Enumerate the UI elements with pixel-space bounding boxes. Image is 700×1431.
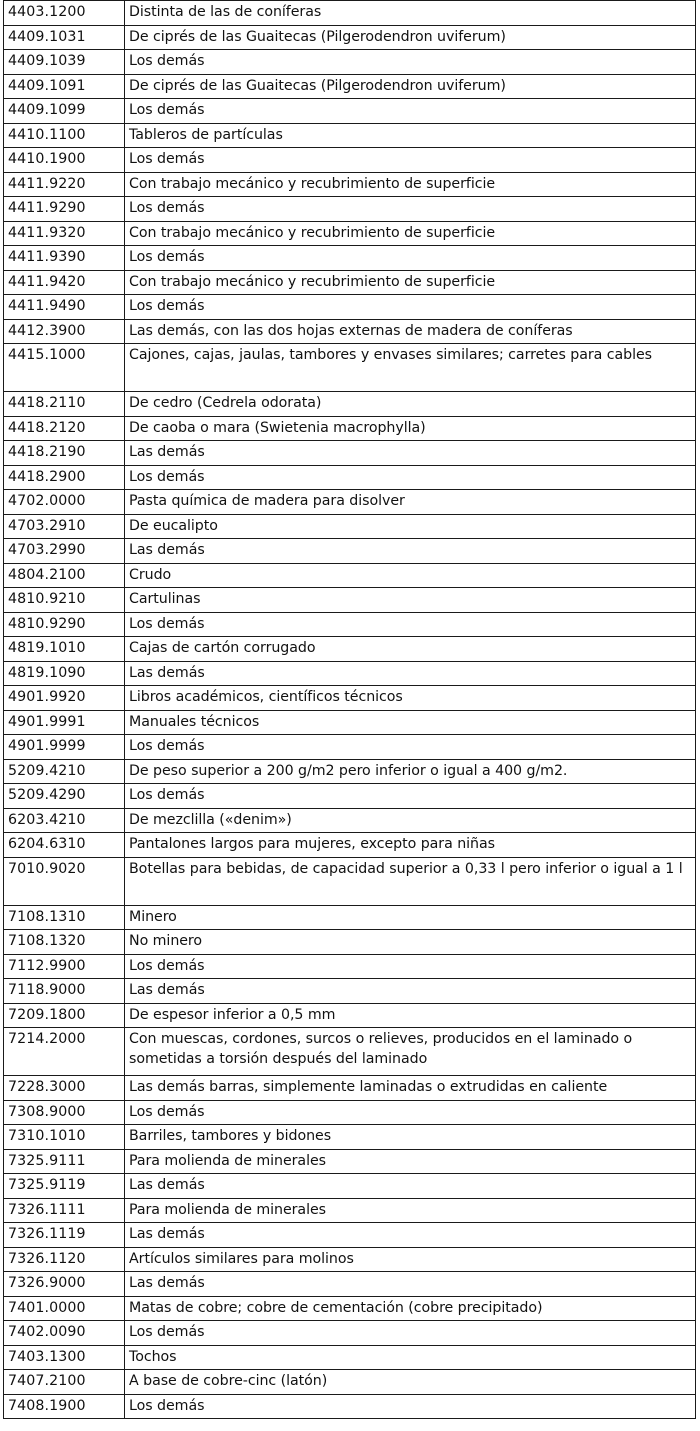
table-row [4,954,696,979]
description-cell: Cajones, cajas, jaulas, tambores y envases similares; carretes para cables [125,344,696,392]
table-row [4,1247,696,1272]
table-row [4,490,696,515]
tariff-code-cell: 4411.9320 [4,221,125,246]
table-row [4,1076,696,1101]
table-row [4,221,696,246]
tariff-code-cell: 4819.1010 [4,637,125,662]
description-cell: Los demás [125,1394,696,1419]
tariff-code-cell: 7325.9111 [4,1149,125,1174]
table-row [4,1272,696,1297]
table-row [4,1100,696,1125]
table-row [4,1028,696,1076]
tariff-code-cell: 4411.9220 [4,172,125,197]
tariff-code-cell: 5209.4210 [4,759,125,784]
description-cell: Los demás [125,246,696,271]
tariff-code-cell: 7308.9000 [4,1100,125,1125]
description-cell: No minero [125,930,696,955]
description-cell: Manuales técnicos [125,710,696,735]
table-row [4,710,696,735]
tariff-code-cell: 4418.2190 [4,441,125,466]
tariff-code-cell: 7310.1010 [4,1125,125,1150]
tariff-code-cell: 4810.9210 [4,588,125,613]
table-row [4,270,696,295]
description-cell: Tableros de partículas [125,123,696,148]
table-row [4,99,696,124]
description-cell: Con trabajo mecánico y recubrimiento de superficie [125,221,696,246]
table-row [4,295,696,320]
tariff-code-cell: 4901.9999 [4,735,125,760]
description-cell: Los demás [125,99,696,124]
description-cell: Los demás [125,1321,696,1346]
description-cell: Los demás [125,197,696,222]
description-cell: Los demás [125,148,696,173]
table-row [4,686,696,711]
tariff-code-cell: 4409.1039 [4,50,125,75]
document-page [3,0,695,1419]
tariff-code-cell: 4411.9390 [4,246,125,271]
table-row [4,172,696,197]
table-row [4,148,696,173]
description-cell: Cajas de cartón corrugado [125,637,696,662]
description-cell: Crudo [125,563,696,588]
description-cell: De espesor inferior a 0,5 mm [125,1003,696,1028]
description-cell: Los demás [125,465,696,490]
tariff-code-cell: 4410.1900 [4,148,125,173]
table-row [4,344,696,392]
tariff-code-cell: 4415.1000 [4,344,125,392]
tariff-code-cell: 4418.2120 [4,416,125,441]
tariff-code-cell: 4418.2900 [4,465,125,490]
table-row [4,514,696,539]
tariff-code-cell: 4409.1031 [4,25,125,50]
tariff-code-cell: 7403.1300 [4,1345,125,1370]
tariff-code-cell: 4409.1099 [4,99,125,124]
tariff-code-cell: 4403.1200 [4,1,125,26]
tariff-code-cell: 4819.1090 [4,661,125,686]
tariff-code-cell: 4411.9290 [4,197,125,222]
tariff-code-cell: 7402.0090 [4,1321,125,1346]
description-cell: Matas de cobre; cobre de cementación (cobre precipitado) [125,1296,696,1321]
description-cell: Minero [125,905,696,930]
table-row [4,735,696,760]
description-cell: De cedro (Cedrela odorata) [125,392,696,417]
table-row [4,1394,696,1419]
tariff-code-cell: 4901.9991 [4,710,125,735]
table-row [4,319,696,344]
tariff-code-cell: 7118.9000 [4,979,125,1004]
description-cell: Con muescas, cordones, surcos o relieves, producidos en el laminado o sometidas a torsión después del laminado [125,1028,696,1076]
tariff-table [3,0,696,1419]
description-cell: Las demás [125,1272,696,1297]
description-cell: Las demás [125,1174,696,1199]
tariff-code-cell: 7401.0000 [4,1296,125,1321]
table-row [4,588,696,613]
tariff-code-cell: 7408.1900 [4,1394,125,1419]
table-row [4,612,696,637]
description-cell: Los demás [125,784,696,809]
description-cell: Las demás [125,441,696,466]
description-cell: Las demás [125,979,696,1004]
table-row [4,1125,696,1150]
description-cell: Los demás [125,295,696,320]
description-cell: De ciprés de las Guaitecas (Pilgerodendron uviferum) [125,25,696,50]
description-cell: Con trabajo mecánico y recubrimiento de superficie [125,270,696,295]
table-row [4,197,696,222]
tariff-code-cell: 4703.2910 [4,514,125,539]
tariff-code-cell: 7108.1310 [4,905,125,930]
description-cell: De peso superior a 200 g/m2 pero inferior o igual a 400 g/m2. [125,759,696,784]
tariff-code-cell: 4409.1091 [4,74,125,99]
tariff-code-cell: 7326.1120 [4,1247,125,1272]
description-cell: De ciprés de las Guaitecas (Pilgerodendron uviferum) [125,74,696,99]
description-cell: Las demás barras, simplemente laminadas o extrudidas en caliente [125,1076,696,1101]
description-cell: Cartulinas [125,588,696,613]
tariff-code-cell: 4804.2100 [4,563,125,588]
tariff-code-cell: 7214.2000 [4,1028,125,1076]
description-cell: Para molienda de minerales [125,1198,696,1223]
description-cell: Las demás [125,1223,696,1248]
table-row [4,833,696,858]
table-row [4,808,696,833]
description-cell: Artículos similares para molinos [125,1247,696,1272]
table-row [4,563,696,588]
description-cell: Las demás [125,661,696,686]
tariff-code-cell: 7407.2100 [4,1370,125,1395]
description-cell: Los demás [125,954,696,979]
tariff-code-cell: 7010.9020 [4,857,125,905]
table-row [4,979,696,1004]
table-row [4,416,696,441]
table-row [4,930,696,955]
description-cell: Las demás, con las dos hojas externas de madera de coníferas [125,319,696,344]
table-row [4,1370,696,1395]
description-cell: De eucalipto [125,514,696,539]
description-cell: Barriles, tambores y bidones [125,1125,696,1150]
table-row [4,1149,696,1174]
tariff-code-cell: 4411.9490 [4,295,125,320]
tariff-code-cell: 4412.3900 [4,319,125,344]
table-row [4,1,696,26]
description-cell: Distinta de las de coníferas [125,1,696,26]
tariff-code-cell: 7209.1800 [4,1003,125,1028]
description-cell: Los demás [125,612,696,637]
description-cell: Las demás [125,539,696,564]
tariff-code-cell: 7108.1320 [4,930,125,955]
table-row [4,857,696,905]
table-row [4,1223,696,1248]
tariff-code-cell: 4410.1100 [4,123,125,148]
tariff-code-cell: 4411.9420 [4,270,125,295]
description-cell: Con trabajo mecánico y recubrimiento de superficie [125,172,696,197]
tariff-code-cell: 7325.9119 [4,1174,125,1199]
tariff-code-cell: 6204.6310 [4,833,125,858]
table-row [4,637,696,662]
table-row [4,1345,696,1370]
tariff-code-cell: 4810.9290 [4,612,125,637]
tariff-code-cell: 5209.4290 [4,784,125,809]
tariff-code-cell: 7112.9900 [4,954,125,979]
table-row [4,1296,696,1321]
tariff-code-cell: 7326.1111 [4,1198,125,1223]
tariff-code-cell: 4703.2990 [4,539,125,564]
description-cell: Botellas para bebidas, de capacidad superior a 0,33 l pero inferior o igual a 1 l [125,857,696,905]
description-cell: Pasta química de madera para disolver [125,490,696,515]
description-cell: Los demás [125,1100,696,1125]
description-cell: Para molienda de minerales [125,1149,696,1174]
description-cell: Pantalones largos para mujeres, excepto para niñas [125,833,696,858]
table-row [4,759,696,784]
table-row [4,1174,696,1199]
table-row [4,123,696,148]
description-cell: Tochos [125,1345,696,1370]
description-cell: A base de cobre-cinc (latón) [125,1370,696,1395]
table-row [4,1198,696,1223]
table-row [4,905,696,930]
description-cell: De mezclilla («denim») [125,808,696,833]
table-row [4,50,696,75]
table-row [4,392,696,417]
tariff-code-cell: 7228.3000 [4,1076,125,1101]
tariff-code-cell: 6203.4210 [4,808,125,833]
tariff-code-cell: 7326.1119 [4,1223,125,1248]
description-cell: Los demás [125,735,696,760]
table-row [4,661,696,686]
tariff-code-cell: 4901.9920 [4,686,125,711]
description-cell: Libros académicos, científicos técnicos [125,686,696,711]
table-row [4,441,696,466]
tariff-code-cell: 4702.0000 [4,490,125,515]
table-row [4,465,696,490]
table-row [4,25,696,50]
tariff-table-body [4,1,696,1419]
tariff-code-cell: 7326.9000 [4,1272,125,1297]
table-row [4,539,696,564]
table-row [4,784,696,809]
description-cell: Los demás [125,50,696,75]
table-row [4,74,696,99]
tariff-code-cell: 4418.2110 [4,392,125,417]
table-row [4,246,696,271]
table-row [4,1003,696,1028]
description-cell: De caoba o mara (Swietenia macrophylla) [125,416,696,441]
table-row [4,1321,696,1346]
